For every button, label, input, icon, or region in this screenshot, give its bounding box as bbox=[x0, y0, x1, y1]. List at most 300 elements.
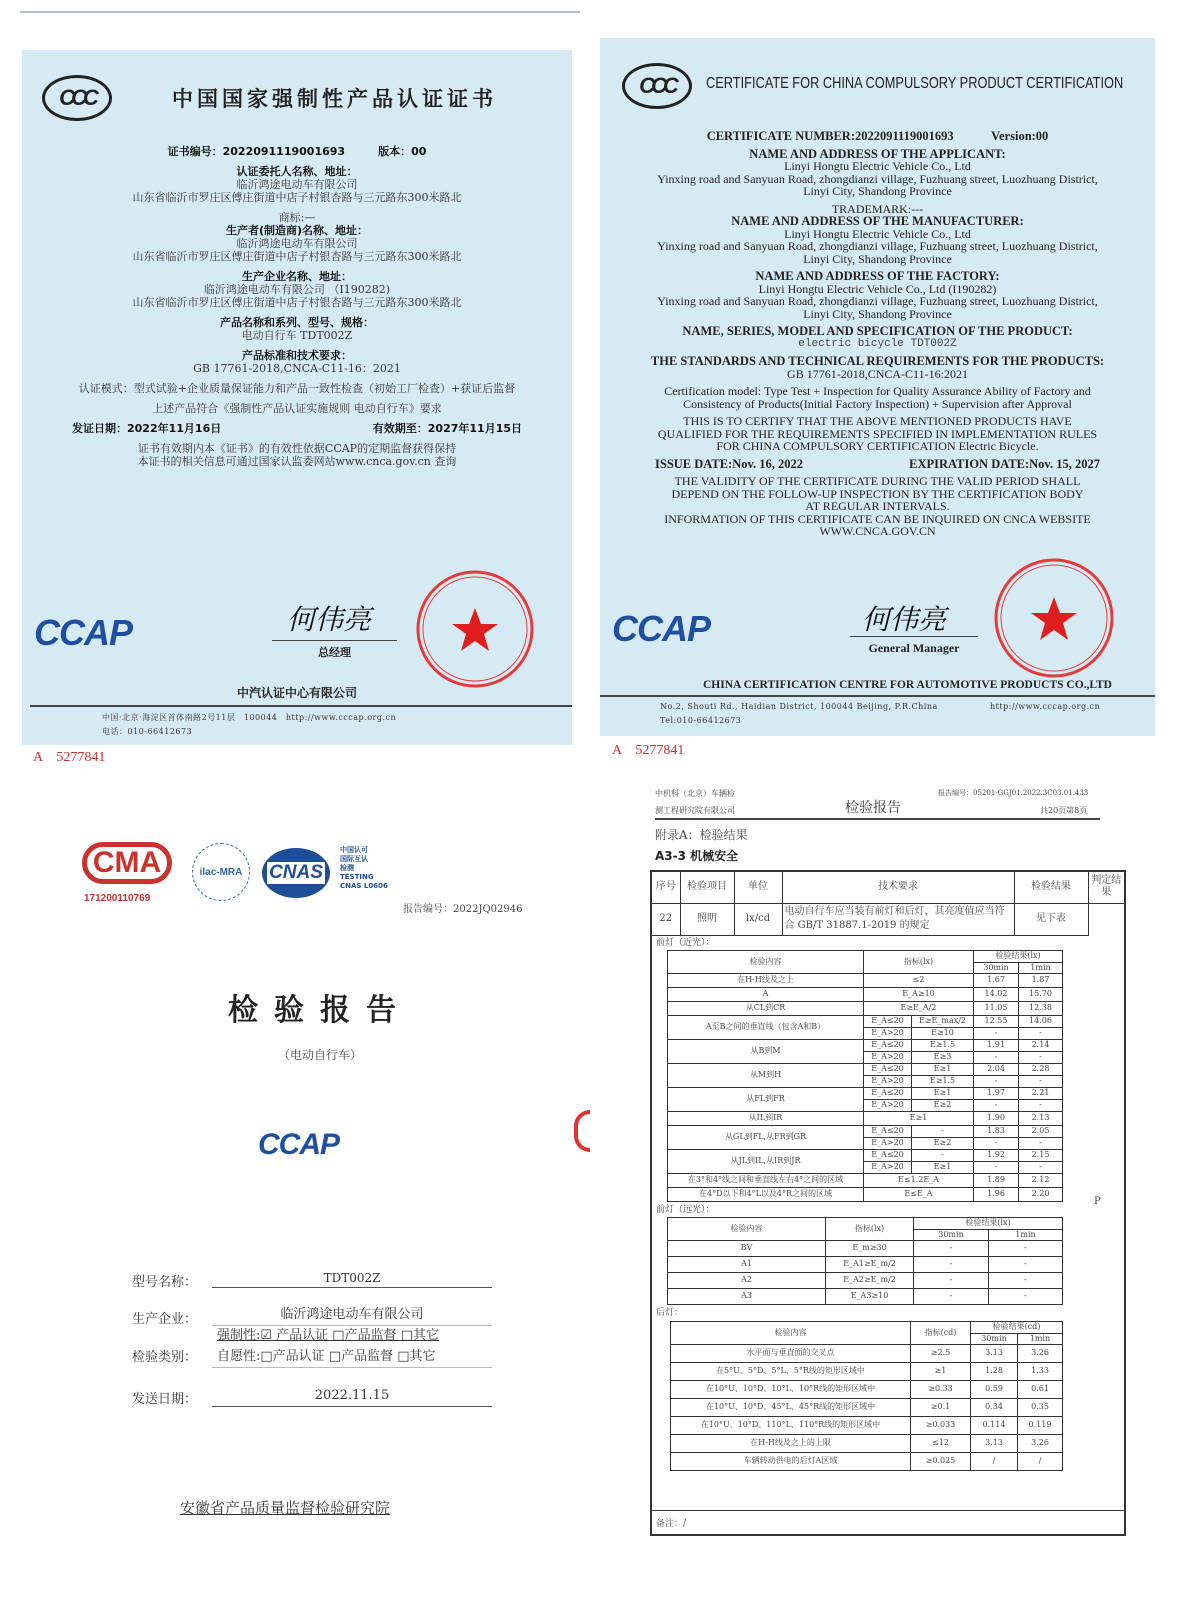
row-condition: E_A≤20 bbox=[864, 1125, 912, 1137]
row-result-1min: 14.06 bbox=[1019, 1015, 1063, 1027]
certificate-title: CERTIFICATE FOR CHINA COMPULSORY PRODUCT CERTIFICATION bbox=[706, 75, 1124, 92]
row-criterion: E≥1 bbox=[912, 1161, 974, 1173]
product-name: 电动自行车 TDT002Z bbox=[241, 329, 353, 342]
rear-light-row bbox=[671, 1398, 1063, 1416]
row-item: 水平面与垂直面的交叉点 bbox=[671, 1344, 911, 1362]
row-result-1min: - bbox=[989, 1272, 1063, 1288]
certification-model-line2: Consistency of Products(Initial Factory Inspection) + Supervision after Approval bbox=[683, 396, 1072, 411]
row-result-1min: 2.14 bbox=[1019, 1039, 1063, 1051]
trademark: TRADEMARK:--- bbox=[831, 201, 924, 216]
row-result-1min: 0.35 bbox=[1018, 1398, 1063, 1416]
inspection-type-label: 检验类别： bbox=[132, 1350, 198, 1365]
row-criterion: E≥E_A/2 bbox=[864, 1001, 974, 1015]
row-result-1min: - bbox=[989, 1240, 1063, 1256]
low-beam-label: 前灯（近光）： bbox=[656, 937, 715, 948]
row-result-30min: - bbox=[914, 1240, 989, 1256]
certificate-serial: A 5277841 bbox=[33, 750, 106, 765]
row-item: 在H-H线及之上的上限 bbox=[671, 1434, 911, 1452]
report-subtitle: （电动自行车） bbox=[277, 1048, 362, 1062]
low-beam-row bbox=[668, 1125, 1063, 1137]
applicant-heading: 认证委托人名称、地址： bbox=[236, 165, 358, 178]
header-1min: 1min bbox=[989, 1229, 1063, 1240]
report-page-number-id: 报告编号：05201-GGJ01.2022.3C03.01.433 bbox=[938, 789, 1089, 797]
product-name: electric bicycle TDT002Z bbox=[798, 337, 957, 350]
row-condition: E_A>20 bbox=[864, 1075, 912, 1087]
header-result: 检验结果(lx) bbox=[974, 950, 1063, 962]
row-result-1min: 2.20 bbox=[1019, 1187, 1063, 1201]
report-org-line1: 中机科（北京）车辆检 bbox=[655, 789, 735, 798]
certification-model-line1: Certification model: Type Test + Inspection for Quality Assurance Ability of Factory and bbox=[664, 384, 1091, 398]
row-result-30min: / bbox=[971, 1452, 1018, 1470]
header-30min: 30min bbox=[914, 1229, 989, 1240]
row-criterion: E≥10 bbox=[912, 1027, 974, 1039]
row-criterion: E≥2 bbox=[912, 1099, 974, 1111]
rear-light-row bbox=[671, 1416, 1063, 1434]
validity-line1: THE VALIDITY OF THE CERTIFICATE DURING THE VALID PERIOD SHALL bbox=[674, 474, 1081, 488]
row-result-1min: 3.26 bbox=[1018, 1344, 1063, 1362]
report-org-line2: 测工程研究院有限公司 bbox=[655, 806, 735, 815]
row-result-30min: 1.83 bbox=[974, 1125, 1019, 1137]
cnas-caption-line: CNAS L0606 bbox=[340, 882, 388, 890]
info-line2: WWW.CNCA.GOV.CN bbox=[819, 524, 936, 538]
row-result-1min: - bbox=[1019, 1075, 1063, 1087]
issue-date: 发证日期：2022年11月16日 bbox=[72, 422, 222, 435]
row-condition: E_A≤20 bbox=[864, 1063, 912, 1075]
footer-rule bbox=[30, 705, 572, 707]
row-result-1min: 0.61 bbox=[1018, 1380, 1063, 1398]
cnas-logo bbox=[262, 848, 330, 898]
low-beam-row bbox=[668, 1063, 1063, 1075]
product-heading: 产品名称和系列、型号、规格： bbox=[220, 316, 374, 329]
row-item: BV bbox=[668, 1240, 826, 1256]
row-result-30min: - bbox=[974, 1137, 1019, 1149]
certificate-english bbox=[600, 38, 1155, 736]
row-criterion: - bbox=[912, 1125, 974, 1137]
row-result-30min: 0.114 bbox=[971, 1416, 1018, 1434]
row-item: 从M到H bbox=[668, 1063, 864, 1087]
col-header: 判定结果 bbox=[1088, 871, 1124, 903]
header-content: 检验内容 bbox=[671, 1321, 911, 1344]
row-result-1min: 2.15 bbox=[1019, 1149, 1063, 1161]
row-result-30min: 3.13 bbox=[971, 1344, 1018, 1362]
row-item: 在10°U、10°D、110°L、110°R线的矩形区域中 bbox=[671, 1416, 911, 1434]
header-criterion: 指标(lx) bbox=[864, 950, 974, 973]
row-result-1min: 3.26 bbox=[1018, 1434, 1063, 1452]
row-item: 在10°U、10°D、45°L、45°R线的矩形区域中 bbox=[671, 1398, 911, 1416]
row-criterion: E≥1.5 bbox=[912, 1075, 974, 1087]
conformity-statement: 上述产品符合《强制性产品认证实施规则 电动自行车》要求 bbox=[152, 402, 442, 415]
row-criterion: ≤2 bbox=[864, 973, 974, 987]
row-result-30min: 1.96 bbox=[974, 1187, 1019, 1201]
footer-phone: Tel:010-66412673 bbox=[660, 716, 742, 725]
row-result-30min: 14.02 bbox=[974, 987, 1019, 1001]
row-item: 在4°D以下和4°L以及4°R之间的区域 bbox=[668, 1187, 864, 1201]
row-item: A bbox=[668, 987, 864, 1001]
row-criterion: ≥0.025 bbox=[911, 1452, 971, 1470]
row-criterion: ≥1 bbox=[911, 1362, 971, 1380]
results-frame bbox=[650, 870, 1126, 1536]
signature: 何伟亮 bbox=[287, 603, 372, 636]
row-condition: E_A≤20 bbox=[864, 1015, 912, 1027]
validity-line3: AT REGULAR INTERVALS. bbox=[805, 499, 950, 513]
rear-light-label: 后灯： bbox=[656, 1307, 684, 1318]
cnas-caption-line: TESTING bbox=[340, 873, 374, 881]
header-criterion: 指标(lx) bbox=[826, 1217, 914, 1240]
row-criterion: E_m≥30 bbox=[826, 1240, 914, 1256]
row-criterion: E_A1≥E_m/2 bbox=[826, 1256, 914, 1272]
rear-light-table bbox=[670, 1321, 1063, 1471]
section-title: A3-3 机械安全 bbox=[655, 849, 739, 863]
certificate-body bbox=[600, 130, 1155, 538]
row-item: 车辆转动供电的后灯A区域 bbox=[671, 1452, 911, 1470]
low-beam-table bbox=[667, 950, 1063, 1202]
cert-number: CERTIFICATE NUMBER:2022091119001693 bbox=[706, 129, 954, 143]
info-line1: INFORMATION OF THIS CERTIFICATE CAN BE INQUIRED ON CNCA WEBSITE bbox=[664, 511, 1091, 526]
row-item: 在5°U、5°D、5°L、5°R线的矩形区域中 bbox=[671, 1362, 911, 1380]
applicant-address-line1: Yinxing road and Sanyuan Road, zhongdianzi village, Fuzhuang street, Luozhuang District, bbox=[657, 171, 1098, 186]
header-1min: 1min bbox=[1019, 962, 1063, 973]
row-result-30min: - bbox=[914, 1288, 989, 1304]
row-criterion: ≤12 bbox=[911, 1434, 971, 1452]
signature-line bbox=[272, 640, 397, 641]
certificate-serial: A 5277841 bbox=[612, 743, 685, 758]
row-result-30min: 0.59 bbox=[971, 1380, 1018, 1398]
row-criterion: E_A3≥10 bbox=[826, 1288, 914, 1304]
expiry-date: 有效期至：2027年11月15日 bbox=[372, 422, 522, 435]
row-result-1min: - bbox=[1019, 1099, 1063, 1111]
appendix-title: 附录A：检验结果 bbox=[655, 828, 748, 842]
validity-line2: DEPEND ON THE FOLLOW-UP INSPECTION BY THE CERTIFICATION BODY bbox=[671, 486, 1084, 501]
header-result: 检验结果(lx) bbox=[914, 1217, 1063, 1229]
row-result-30min: 2.04 bbox=[974, 1063, 1019, 1075]
applicant-address-line2: Linyi City, Shandong Province bbox=[803, 184, 952, 198]
date-value: 2022.11.15 bbox=[212, 1388, 492, 1407]
report-page-title: 检验报告 bbox=[845, 800, 901, 816]
row-result-30min: - bbox=[974, 1161, 1019, 1173]
ccap-logo: CCAP bbox=[258, 1128, 340, 1161]
date-label: 发送日期： bbox=[132, 1392, 198, 1407]
row-item: 从JL到IL,从IR到JR bbox=[668, 1149, 864, 1173]
row-criterion: E≥E_max/2 bbox=[912, 1015, 974, 1027]
product-heading: NAME, SERIES, MODEL AND SPECIFICATION OF THE PRODUCT: bbox=[682, 324, 1073, 338]
row-result-30min: 1.28 bbox=[971, 1362, 1018, 1380]
row-criterion: ≥0.33 bbox=[911, 1380, 971, 1398]
item-result: 见下表 bbox=[1014, 903, 1088, 935]
row-criterion: ≥0.033 bbox=[911, 1416, 971, 1434]
row-criterion: E≤1.2E_A bbox=[864, 1173, 974, 1187]
row-result-30min: - bbox=[974, 1051, 1019, 1063]
row-item: A3 bbox=[668, 1288, 826, 1304]
model-value: TDT002Z bbox=[212, 1271, 492, 1288]
high-beam-table bbox=[667, 1217, 1063, 1305]
rear-light-row bbox=[671, 1434, 1063, 1452]
col-header: 序号 bbox=[652, 871, 680, 903]
row-result-30min: - bbox=[974, 1099, 1019, 1111]
issuing-organization: CHINA CERTIFICATION CENTRE FOR AUTOMOTIVE PRODUCTS CO.,LTD bbox=[703, 679, 1112, 691]
signature: 何伟亮 bbox=[862, 603, 947, 636]
header-30min: 30min bbox=[974, 962, 1019, 973]
item-name: 照明 bbox=[680, 903, 734, 935]
row-condition: E_A≤20 bbox=[864, 1149, 912, 1161]
applicant-address: 山东省临沂市罗庄区傅庄街道中店子村银杏路与三元路东300米路北 bbox=[132, 191, 462, 204]
row-criterion: E≥1.5 bbox=[912, 1039, 974, 1051]
report-header-rule bbox=[655, 818, 1100, 820]
row-result-1min: - bbox=[989, 1256, 1063, 1272]
applicant-name: 临沂鸿途电动车有限公司 bbox=[236, 178, 358, 191]
certification-mode: 认证模式：型式试验+企业质量保证能力和产品一致性检查（初始工厂检查）+获证后监督 bbox=[78, 382, 516, 395]
standard-heading: THE STANDARDS AND TECHNICAL REQUIREMENTS FOR THE PRODUCTS: bbox=[650, 354, 1105, 368]
maker-underline bbox=[212, 1325, 492, 1326]
high-beam-row bbox=[668, 1288, 1063, 1304]
standard-value: GB 17761-2018,CNCA-C11-16:2021 bbox=[787, 366, 968, 381]
standard-value: GB 17761-2018,CNCA-C11-16：2021 bbox=[193, 362, 401, 375]
cert-number: 证书编号：2022091119001693 bbox=[167, 145, 346, 158]
item-unit: lx/cd bbox=[734, 903, 782, 935]
row-result-1min: 1.33 bbox=[1018, 1362, 1063, 1380]
cropped-stamp-edge bbox=[574, 1110, 590, 1152]
item-requirement: 电动自行车应当装有前灯和后灯，其亮度值应当符合 GB/T 31887.1-2019 的规定 bbox=[782, 903, 1014, 935]
row-result-30min: 3.13 bbox=[971, 1434, 1018, 1452]
maker-value: 临沂鸿途电动车有限公司 bbox=[280, 1307, 424, 1322]
top-divider bbox=[20, 11, 580, 13]
row-result-1min: 2.12 bbox=[1019, 1173, 1063, 1187]
validity-note: 证书有效期内本《证书》的有效性依据CCAP的定期监督获得保持 bbox=[137, 442, 457, 455]
cert-version: Version:00 bbox=[991, 129, 1049, 143]
row-result-1min: 15.70 bbox=[1019, 987, 1063, 1001]
row-item: 在10°U、10°D、10°L、10°R线的矩形区域中 bbox=[671, 1380, 911, 1398]
certify-line1: THIS IS TO CERTIFY THAT THE ABOVE MENTIONED PRODUCTS HAVE bbox=[683, 414, 1072, 428]
row-condition: E_A>20 bbox=[864, 1027, 912, 1039]
signer-title: 总经理 bbox=[318, 646, 351, 659]
results-table-header bbox=[652, 870, 1124, 936]
cert-version: 版本：00 bbox=[378, 145, 427, 158]
item-number: 22 bbox=[652, 903, 680, 935]
low-beam-row bbox=[668, 1087, 1063, 1099]
row-result-1min: 2.13 bbox=[1019, 1111, 1063, 1125]
col-header: 检验结果 bbox=[1014, 871, 1088, 903]
row-result-30min: 1.92 bbox=[974, 1149, 1019, 1161]
header-result: 检验结果(cd) bbox=[971, 1321, 1063, 1333]
row-result-1min: / bbox=[1018, 1452, 1063, 1470]
low-beam-row bbox=[668, 1015, 1063, 1027]
high-beam-row bbox=[668, 1256, 1063, 1272]
row-criterion: E≥2 bbox=[912, 1137, 974, 1149]
ilac-mra-logo: ilac-MRA bbox=[192, 843, 250, 901]
header-content: 检验内容 bbox=[668, 1217, 826, 1240]
footer-phone: 电话：010-66412673 bbox=[102, 727, 193, 736]
signer-title: General Manager bbox=[868, 641, 960, 655]
model-label: 型号名称： bbox=[132, 1275, 198, 1290]
header-criterion: 指标(cd) bbox=[911, 1321, 971, 1344]
row-result-30min: - bbox=[914, 1256, 989, 1272]
low-beam-row bbox=[668, 1149, 1063, 1161]
rear-light-row bbox=[671, 1344, 1063, 1362]
cnas-caption bbox=[340, 846, 388, 891]
row-item: 从GL到FL,从FR到GR bbox=[668, 1125, 864, 1149]
row-result-30min: 1.89 bbox=[974, 1173, 1019, 1187]
issuing-organization: 中汽认证中心有限公司 bbox=[236, 686, 357, 700]
header-content: 检验内容 bbox=[668, 950, 864, 973]
row-result-30min: 0.34 bbox=[971, 1398, 1018, 1416]
low-beam-row bbox=[668, 987, 1063, 1001]
row-result-1min: 2.21 bbox=[1019, 1087, 1063, 1099]
row-item: A2 bbox=[668, 1272, 826, 1288]
row-criterion: ≥0.1 bbox=[911, 1398, 971, 1416]
row-result-30min: - bbox=[914, 1272, 989, 1288]
row-condition: E_A≤20 bbox=[864, 1087, 912, 1099]
report-number: 报告编号：2022JQ02946 bbox=[403, 904, 523, 915]
report-page-count: 共20页第8页 bbox=[1040, 806, 1088, 815]
cnas-caption-line: 国际互认 bbox=[340, 855, 368, 863]
footer-rule bbox=[600, 695, 1155, 697]
row-result-1min: - bbox=[1019, 1161, 1063, 1173]
col-header: 单位 bbox=[734, 871, 782, 903]
factory-address-line2: Linyi City, Shandong Province bbox=[803, 306, 952, 321]
row-criterion: E≤E_A bbox=[864, 1187, 974, 1201]
low-beam-row bbox=[668, 1111, 1063, 1125]
low-beam-row bbox=[668, 1173, 1063, 1187]
certificate-title: 中国国家强制性产品认证证书 bbox=[172, 87, 497, 111]
row-item: A1 bbox=[668, 1256, 826, 1272]
col-header: 技术要求 bbox=[782, 871, 1014, 903]
cnas-caption-line: 检测 bbox=[340, 864, 354, 872]
manufacturer-address-line1: Yinxing road and Sanyuan Road, zhongdianzi village, Fuzhuang street, Luozhuang District, bbox=[657, 239, 1098, 253]
inspection-type-compulsory[interactable]: 强制性:☑ 产品认证 □产品监督 □其它 bbox=[217, 1328, 439, 1343]
row-result-30min: 1.67 bbox=[974, 973, 1019, 987]
row-result-1min: - bbox=[1019, 1137, 1063, 1149]
applicant-name: Linyi Hongtu Electric Vehicle Co., Ltd bbox=[784, 159, 971, 173]
footer-address: No.2, Shouti Rd., Haidian District, 100044 Beijing, P.R.China bbox=[660, 702, 938, 711]
type-underline bbox=[212, 1367, 492, 1368]
low-beam-row bbox=[668, 973, 1063, 987]
row-condition: E_A>20 bbox=[864, 1099, 912, 1111]
issue-date: ISSUE DATE:Nov. 16, 2022 bbox=[655, 456, 804, 471]
row-item: 在3°和4°线之间和垂直线左右4°之间的区域 bbox=[668, 1173, 864, 1187]
row-result-30min: 11.05 bbox=[974, 1001, 1019, 1015]
applicant-heading: NAME AND ADDRESS OF THE APPLICANT: bbox=[749, 146, 1006, 161]
verdict: P bbox=[1094, 1195, 1101, 1207]
row-result-1min: - bbox=[1019, 1051, 1063, 1063]
ccc-logo: CCC bbox=[42, 75, 112, 121]
official-stamp bbox=[414, 568, 536, 690]
row-item: 在H-H线及之上 bbox=[668, 973, 864, 987]
maker-label: 生产企业： bbox=[132, 1312, 198, 1327]
row-item: 从IL到IR bbox=[668, 1111, 864, 1125]
row-result-1min: 0.119 bbox=[1018, 1416, 1063, 1434]
row-result-1min: - bbox=[1019, 1027, 1063, 1039]
cma-logo: CMA bbox=[82, 842, 172, 884]
footer-address: 中国·北京·海淀区首体南路2号11层 100044 http://www.cccap.org.cn bbox=[102, 713, 397, 722]
manufacturer-name: 临沂鸿途电动车有限公司 bbox=[236, 237, 358, 250]
factory-name: Linyi Hongtu Electric Vehicle Co., Ltd (I190282) bbox=[758, 281, 997, 296]
row-condition: E_A>20 bbox=[864, 1137, 912, 1149]
manufacturer-heading: NAME AND ADDRESS OF THE MANUFACTURER: bbox=[731, 214, 1024, 228]
row-result-1min: - bbox=[989, 1288, 1063, 1304]
row-result-1min: 1.87 bbox=[1019, 973, 1063, 987]
row-item: 从B到M bbox=[668, 1039, 864, 1063]
manufacturer-name: Linyi Hongtu Electric Vehicle Co., Ltd bbox=[784, 226, 971, 241]
row-result-30min: - bbox=[974, 1075, 1019, 1087]
row-criterion: E_A≥10 bbox=[864, 987, 974, 1001]
footer-url: http://www.cccap.org.cn bbox=[990, 702, 1101, 711]
low-beam-row bbox=[668, 1001, 1063, 1015]
manufacturer-address-line2: Linyi City, Shandong Province bbox=[803, 251, 952, 266]
rear-light-row bbox=[671, 1452, 1063, 1470]
issuing-institute: 安徽省产品质量监督检验研究院 bbox=[180, 1499, 391, 1517]
factory-name: 临沂鸿途电动车有限公司 （I190282) bbox=[203, 283, 391, 296]
expiry-date: EXPIRATION DATE:Nov. 15, 2027 bbox=[909, 456, 1100, 471]
row-result-1min: 2.05 bbox=[1019, 1125, 1063, 1137]
high-beam-row bbox=[668, 1240, 1063, 1256]
row-result-30min: 12.55 bbox=[974, 1015, 1019, 1027]
manufacturer-heading: 生产者(制造商)名称、地址： bbox=[225, 224, 369, 237]
row-item: A至B之间的垂直线（包含A和B） bbox=[668, 1015, 864, 1039]
row-result-30min: 1.91 bbox=[974, 1039, 1019, 1051]
row-criterion: - bbox=[912, 1149, 974, 1161]
row-criterion: E≥1 bbox=[864, 1111, 974, 1125]
high-beam-label: 前灯（远光）： bbox=[656, 1204, 715, 1215]
row-criterion: ≥2.5 bbox=[911, 1344, 971, 1362]
certificate-body bbox=[22, 145, 572, 468]
row-criterion: E≥1 bbox=[912, 1087, 974, 1099]
row-criterion: E≥1 bbox=[912, 1063, 974, 1075]
inquiry-note: 本证书的相关信息可通过国家认监委网站www.cnca.gov.cn 查询 bbox=[137, 455, 457, 468]
row-condition: E_A>20 bbox=[864, 1161, 912, 1173]
factory-address: 山东省临沂市罗庄区傅庄街道中店子村银杏路与三元路东300米路北 bbox=[132, 296, 462, 309]
official-stamp bbox=[992, 556, 1116, 680]
low-beam-row bbox=[668, 1187, 1063, 1201]
row-criterion: E_A2≥E_m/2 bbox=[826, 1272, 914, 1288]
signature-line bbox=[850, 636, 978, 637]
ccap-logo: CCAP bbox=[34, 612, 133, 653]
certify-line3: FOR CHINA COMPULSORY CERTIFICATION Electric Bicycle. bbox=[716, 439, 1039, 453]
trademark: 商标:— bbox=[278, 211, 316, 224]
cnas-caption-line: 中国认可 bbox=[340, 846, 368, 854]
high-beam-row bbox=[668, 1272, 1063, 1288]
cma-number: 171200110769 bbox=[84, 893, 151, 904]
factory-address-line1: Yinxing road and Sanyuan Road, zhongdianzi village, Fuzhuang street, Luozhuang District, bbox=[657, 294, 1098, 308]
header-30min: 30min bbox=[971, 1333, 1018, 1344]
row-result-30min: 1.90 bbox=[974, 1111, 1019, 1125]
cnas-logo-text: CNAS bbox=[269, 862, 323, 883]
row-result-30min: - bbox=[974, 1027, 1019, 1039]
header-1min: 1min bbox=[1018, 1333, 1063, 1344]
row-condition: E_A>20 bbox=[864, 1051, 912, 1063]
row-result-30min: 1.97 bbox=[974, 1087, 1019, 1099]
standard-heading: 产品标准和技术要求： bbox=[242, 349, 352, 362]
row-condition: E_A≤20 bbox=[864, 1039, 912, 1051]
inspection-type-voluntary[interactable]: 自愿性:□产品认证 □产品监督 □其它 bbox=[217, 1349, 436, 1364]
ccc-logo: CCC bbox=[622, 63, 692, 109]
rear-light-row bbox=[671, 1380, 1063, 1398]
row-result-1min: 2.28 bbox=[1019, 1063, 1063, 1075]
row-result-1min: 12.38 bbox=[1019, 1001, 1063, 1015]
col-header: 检验项目 bbox=[680, 871, 734, 903]
factory-heading: 生产企业名称、地址： bbox=[242, 270, 352, 283]
factory-heading: NAME AND ADDRESS OF THE FACTORY: bbox=[755, 269, 1000, 283]
manufacturer-address: 山东省临沂市罗庄区傅庄街道中店子村银杏路与三元路东300米路北 bbox=[132, 250, 462, 263]
certify-line2: QUALIFIED FOR THE REQUIREMENTS SPECIFIED IN IMPLEMENTATION RULES bbox=[657, 426, 1098, 441]
report-title: 检验报告 bbox=[228, 993, 412, 1028]
low-beam-row bbox=[668, 1039, 1063, 1051]
ccap-logo: CCAP bbox=[612, 608, 711, 649]
row-item: 从CL到CR bbox=[668, 1001, 864, 1015]
remark: 备注：/ bbox=[652, 1510, 1124, 1534]
certificate-chinese bbox=[22, 50, 572, 745]
rear-light-row bbox=[671, 1362, 1063, 1380]
row-criterion: E≥3 bbox=[912, 1051, 974, 1063]
row-item: 从FL到FR bbox=[668, 1087, 864, 1111]
